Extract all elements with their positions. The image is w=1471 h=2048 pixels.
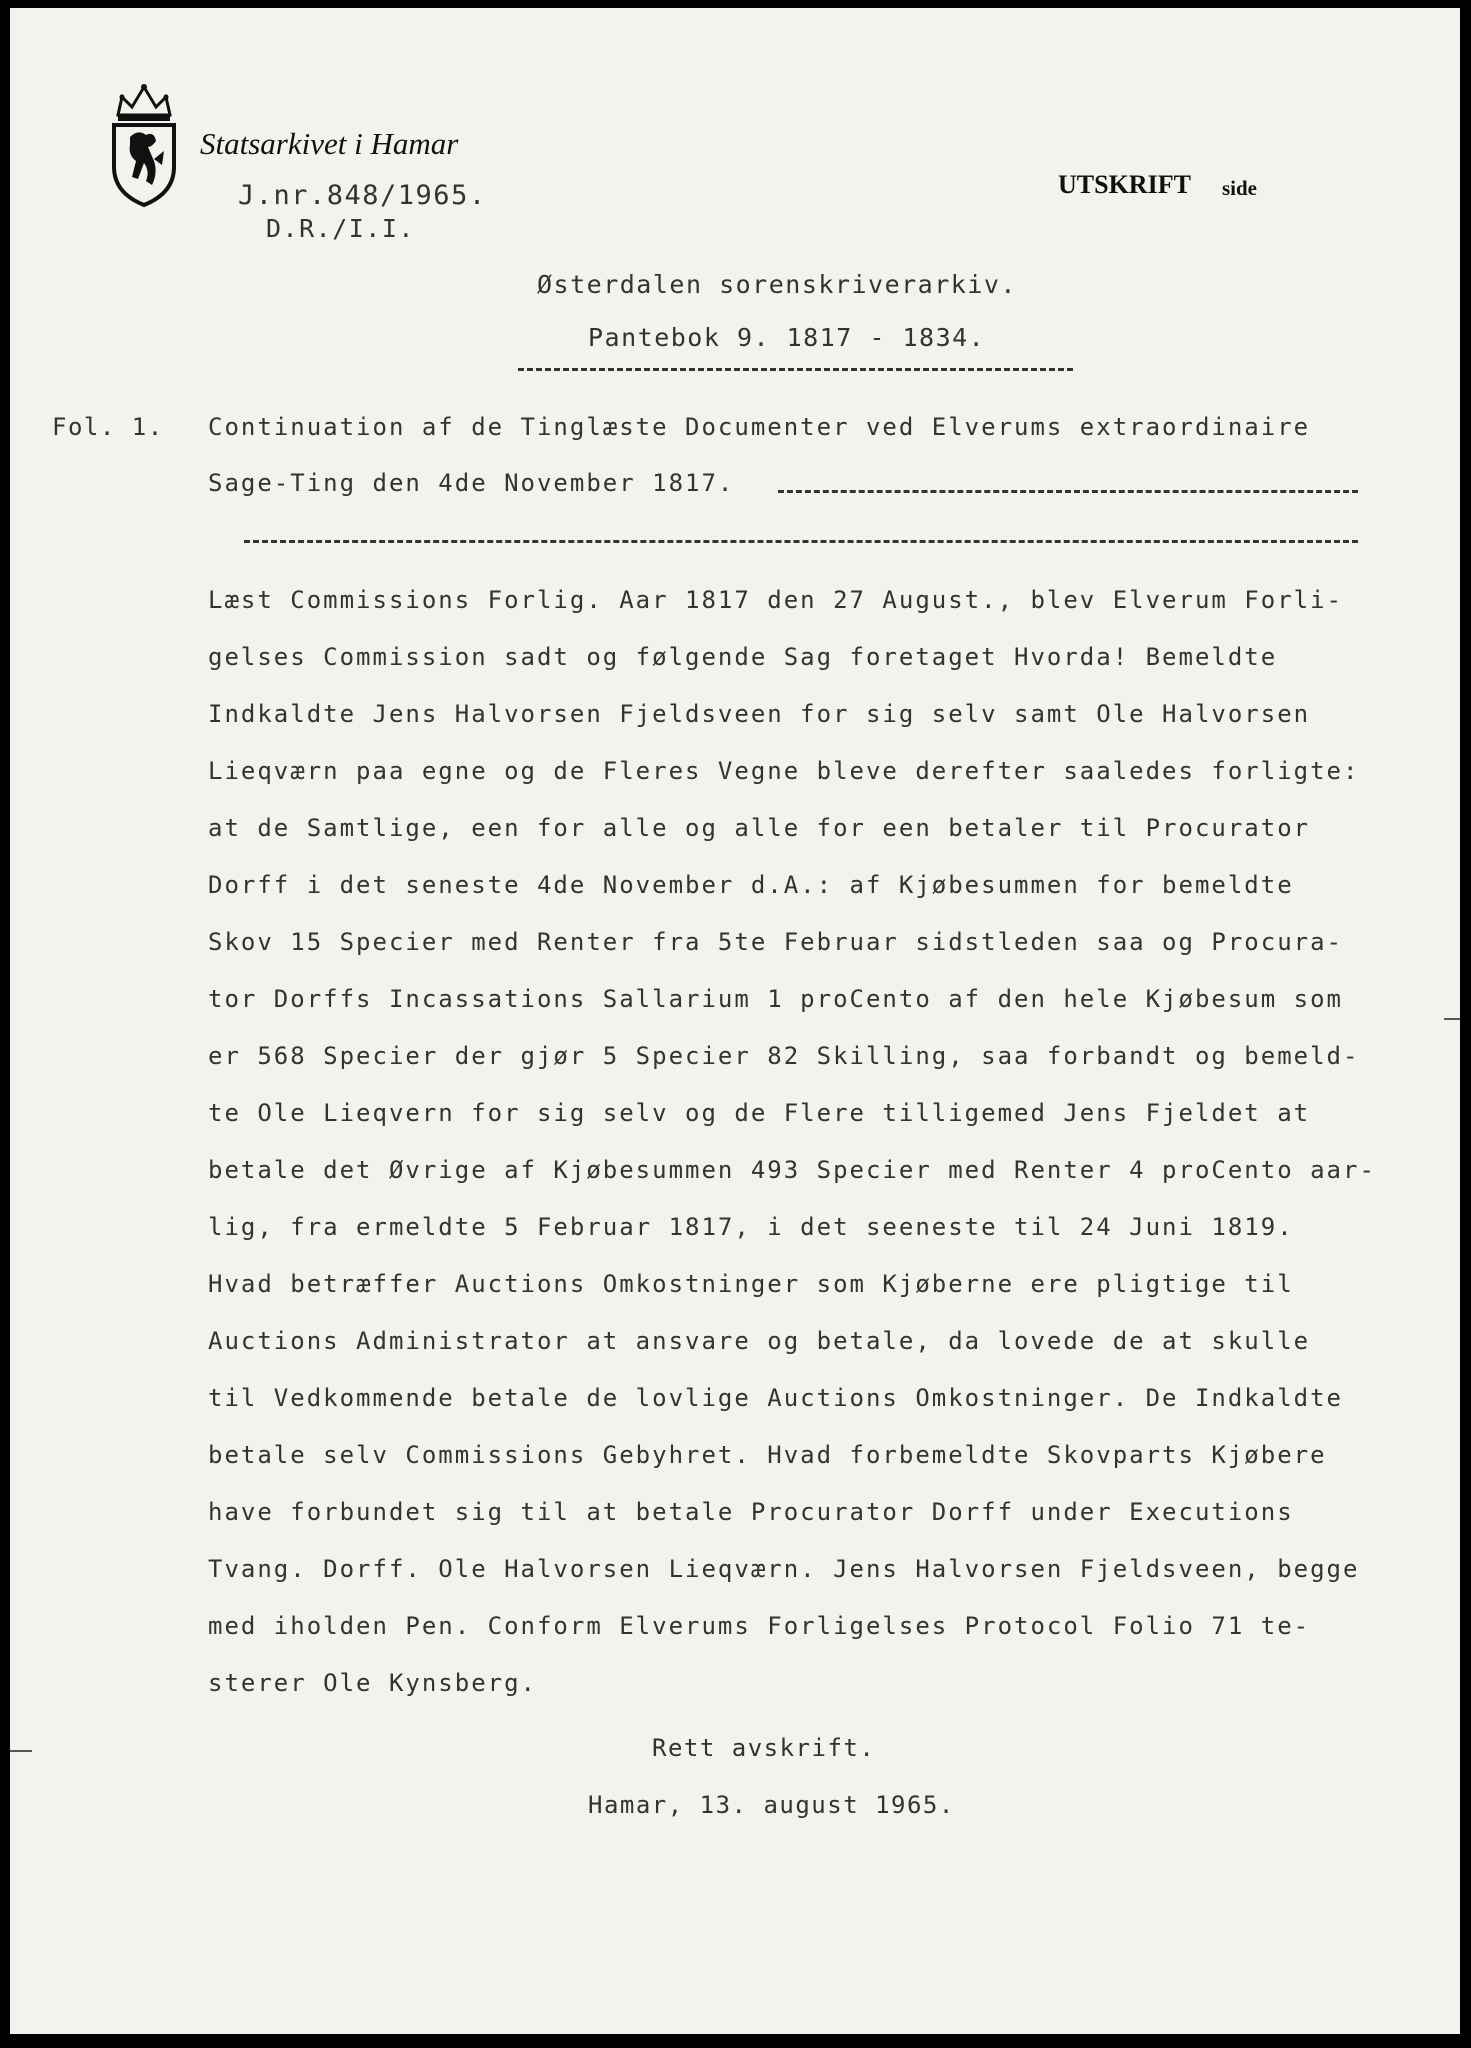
reference-code: D.R./I.I. [266, 214, 415, 243]
body-line: lig, fra ermeldte 5 Februar 1817, i det seeneste til 24 Juni 1819. [208, 1213, 1294, 1241]
side-label: side [1222, 176, 1258, 200]
body-line: tor Dorffs Incassations Sallarium 1 proCento af den hele Kjøbesum som [208, 985, 1343, 1013]
body-line: te Ole Lieqvern for sig selv og de Flere tilligemed Jens Fjeldet at [208, 1099, 1311, 1127]
body-line: med iholden Pen. Conform Elverums Forligelses Protocol Folio 71 te- [208, 1612, 1311, 1640]
body-line: sterer Ole Kynsberg. [208, 1669, 537, 1697]
body-line: er 568 Specier der gjør 5 Specier 82 Skilling, saa forbandt og bemeld- [208, 1042, 1360, 1070]
body-line: Tvang. Dorff. Ole Halvorsen Lieqværn. Jens Halvorsen Fjeldsveen, begge [208, 1555, 1360, 1583]
coat-of-arms-icon [108, 81, 180, 209]
heading-trailing-rule [778, 490, 1358, 493]
utskrift-label: UTSKRIFT [1058, 170, 1191, 199]
folio-heading-line-1: Continuation af de Tinglæste Documenter ved Elverums extraordinaire [208, 413, 1311, 441]
body-line: betale selv Commissions Gebyhret. Hvad forbemeldte Skovparts Kjøbere [208, 1441, 1327, 1469]
body-line: Indkaldte Jens Halvorsen Fjeldsveen for sig selv samt Ole Halvorsen [208, 700, 1311, 728]
body-line: Skov 15 Specier med Renter fra 5te Februar sidstleden saa og Procura- [208, 928, 1343, 956]
certification-text: Rett avskrift. [652, 1734, 876, 1762]
body-line: betale det Øvrige af Kjøbesummen 493 Specier med Renter 4 proCento aar- [208, 1156, 1376, 1184]
volume-title: Pantebok 9. 1817 - 1834. [588, 323, 986, 352]
body-line: Læst Commissions Forlig. Aar 1817 den 27 August., blev Elverum Forli- [208, 586, 1343, 614]
body-line: have forbundet sig til at betale Procurator Dorff under Executions [208, 1498, 1294, 1526]
archive-title: Østerdalen sorenskriverarkiv. [537, 270, 1017, 299]
body-line: Lieqværn paa egne og de Fleres Vegne bleve derefter saaledes forligte: [208, 757, 1360, 785]
body-line: Dorff i det seneste 4de November d.A.: af Kjøbesummen for bemeldte [208, 871, 1294, 899]
section-rule [244, 540, 1358, 543]
document-sheet [10, 8, 1460, 2034]
body-line: Hvad betræffer Auctions Omkostninger som Kjøberne ere pligtige til [208, 1270, 1294, 1298]
title-rule [518, 368, 1073, 371]
folio-heading-line-2: Sage-Ting den 4de November 1817. [208, 469, 735, 497]
body-line: gelses Commission sadt og følgende Sag foretaget Hvorda! Bemeldte [208, 643, 1278, 671]
place-date: Hamar, 13. august 1965. [588, 1791, 955, 1819]
body-line: Auctions Administrator at ansvare og betale, da lovede de at skulle [208, 1327, 1311, 1355]
journal-number: J.nr.848/1965. [238, 180, 487, 211]
body-line: til Vedkommende betale de lovlige Auctions Omkostninger. De Indkaldte [208, 1384, 1343, 1412]
margin-tick [10, 1750, 32, 1752]
body-line: at de Samtlige, een for alle og alle for een betaler til Procurator [208, 814, 1311, 842]
margin-tick [1444, 1018, 1460, 1020]
folio-label: Fol. 1. [52, 413, 164, 441]
institution-name: Statsarkivet i Hamar [200, 126, 459, 161]
